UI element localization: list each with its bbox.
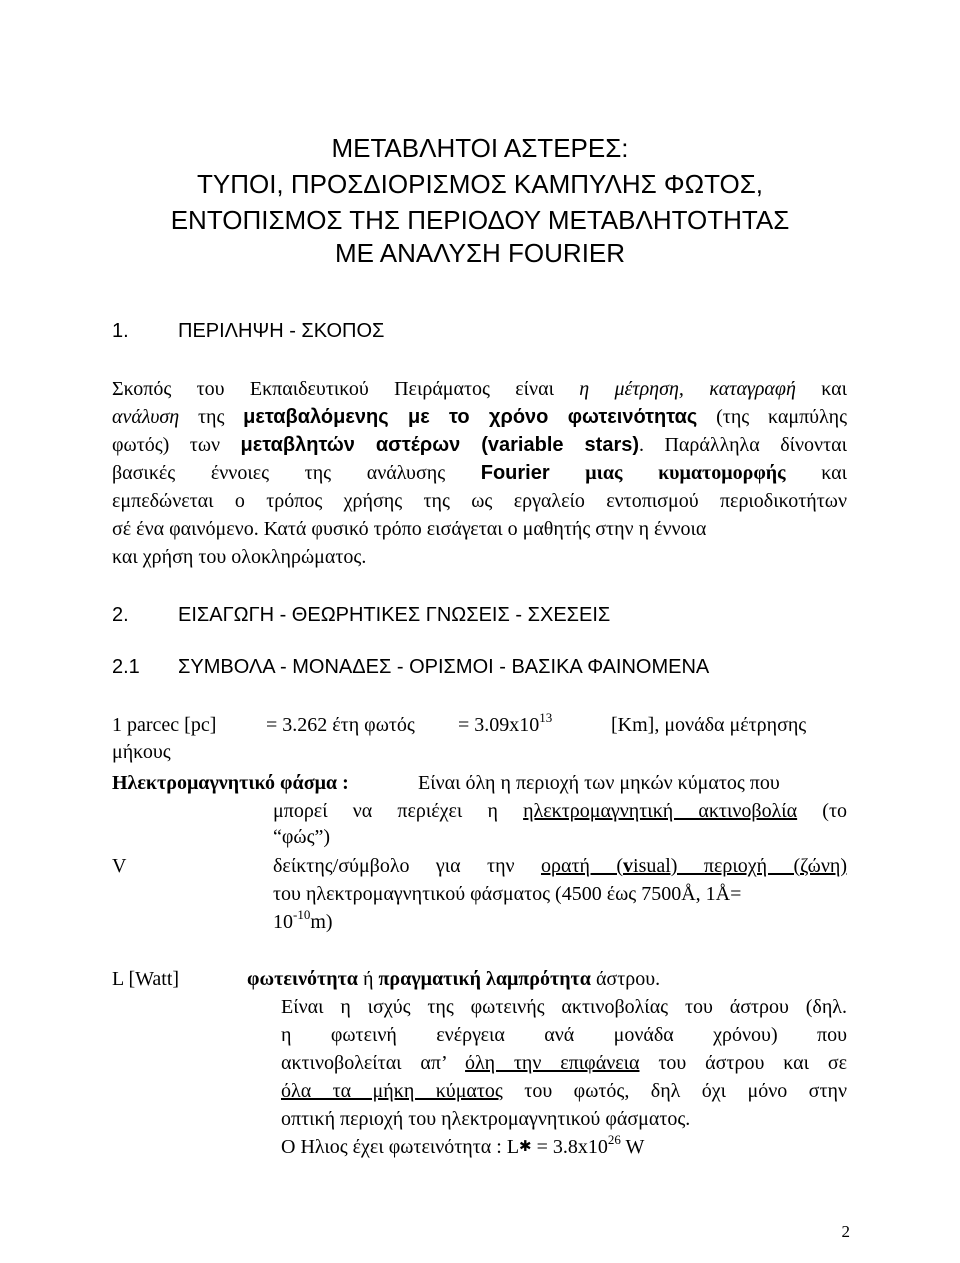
v-line-2: του ηλεκτρομαγνητικού φάσματος (4500 έως 7500Å, 1Å= [273, 883, 742, 905]
title-line-4: ΜΕ ΑΝΑΛΥΣΗ FOURIER [334, 238, 626, 268]
abstract-line-6: σέ ένα φαινόμενο. Κατά φυσικό τρόπο εισάγεται ο μαθητής στην η έννοια [112, 518, 707, 540]
v-line-1: δείκτης/σύμβολο για την ορατή (visual) περιοχή (ζώνη) [273, 855, 847, 877]
l-line-7: Ο Ηλιος έχει φωτεινότητα : L✱ = $3.8x10^{26}$ W [281, 1132, 645, 1158]
l-line-1: φωτεινότητα ή πραγματική λαμπρότητα άστρου. [247, 968, 661, 990]
l-line-3: η φωτεινή ενέργεια ανά μονάδα χρόνου) που [281, 1024, 847, 1046]
v-line-3: $10^{-10}m$) [273, 907, 333, 933]
title-line-2: ΤΥΠΟΙ, ΠΡΟΣΔΙΟΡΙΣΜΟΣ ΚΑΜΠΥΛΗΣ ΦΩΤΟΣ, [196, 169, 764, 199]
section-1-number: 1. [112, 320, 129, 342]
parsec-km: = $3.09x10^{13}$ [458, 710, 553, 736]
l-line-5: όλα τα μήκη κύματος του φωτός, δηλ όχι μόνο στην [281, 1080, 847, 1102]
spectrum-line-2: μπορεί να περιέχει η ηλεκτρομαγνητική ακτινοβολία (το [273, 800, 847, 822]
l-term: L [Watt] [112, 968, 180, 990]
section-2-1-number: 2.1 [112, 656, 140, 678]
parsec-term: 1 parcec [pc] [112, 714, 217, 736]
spectrum-line-3: “φώς”) [273, 826, 331, 848]
title-line-3: ΕΝΤΟΠΙΣΜΟΣ ΤΗΣ ΠΕΡΙΟΔΟΥ ΜΕΤΑΒΛΗΤΟΤΗΤΑΣ [170, 205, 790, 235]
abstract-line-4: βασικές έννοιες της ανάλυσης Fourier μιας κυματομορφής και [112, 462, 847, 484]
sun-star-icon: ✱ [519, 1139, 532, 1155]
abstract-line-2: ανάλυση της μεταβαλόμενης με το χρόνο φωτεινότητας (της καμπύλης [112, 406, 847, 428]
abstract-line-5: εμπεδώνεται ο τρόπος χρήσης της ως εργαλείο εντοπισμού περιοδικοτήτων [112, 490, 847, 512]
abstract-line-1: Σκοπός του Εκπαιδευτικού Πειράματος είναι η μέτρηση, καταγραφή και [112, 378, 847, 400]
parsec-light-years: = 3.262 έτη φωτός [266, 714, 415, 736]
section-1-heading: ΠΕΡΙΛΗΨΗ - ΣΚΟΠΟΣ [178, 320, 385, 342]
abstract-line-7: και χρήση του ολοκληρώματος. [112, 546, 367, 568]
parsec-continuation: μήκους [112, 741, 171, 763]
abstract-line-3: φωτός) των μεταβλητών αστέρων (variable stars). Παράλληλα δίνονται [112, 434, 847, 456]
section-2-1-heading: ΣΥΜΒΟΛΑ - ΜΟΝΑΔΕΣ - ΟΡΙΣΜΟΙ - ΒΑΣΙΚΑ ΦΑΙΝΟΜΕΝΑ [178, 656, 710, 678]
page-number: 2 [841, 1222, 850, 1241]
l-line-2: Είναι η ισχύς της φωτεινής ακτινοβολίας του άστρου (δηλ. [281, 996, 847, 1018]
section-2-heading: ΕΙΣΑΓΩΓΗ - ΘΕΩΡΗΤΙΚΕΣ ΓΝΩΣΕΙΣ - ΣΧΕΣΕΙΣ [178, 604, 611, 626]
parsec-unit-text: [Km], μονάδα μέτρησης [611, 714, 807, 736]
spectrum-term: Ηλεκτρομαγνητικό φάσμα : [112, 772, 349, 794]
l-line-4: ακτινοβολείται απ’ όλη την επιφάνεια του άστρου και σε [281, 1052, 848, 1074]
l-line-6: οπτική περιοχή του ηλεκτρομαγνητικού φάσματος. [281, 1108, 691, 1130]
section-2-number: 2. [112, 604, 129, 626]
spectrum-line-1: Είναι όλη η περιοχή των μηκών κύματος που [418, 772, 780, 794]
v-term: V [112, 855, 127, 877]
title-line-1: ΜΕΤΑΒΛΗΤΟΙ ΑΣΤΕΡΕΣ: [331, 133, 629, 163]
